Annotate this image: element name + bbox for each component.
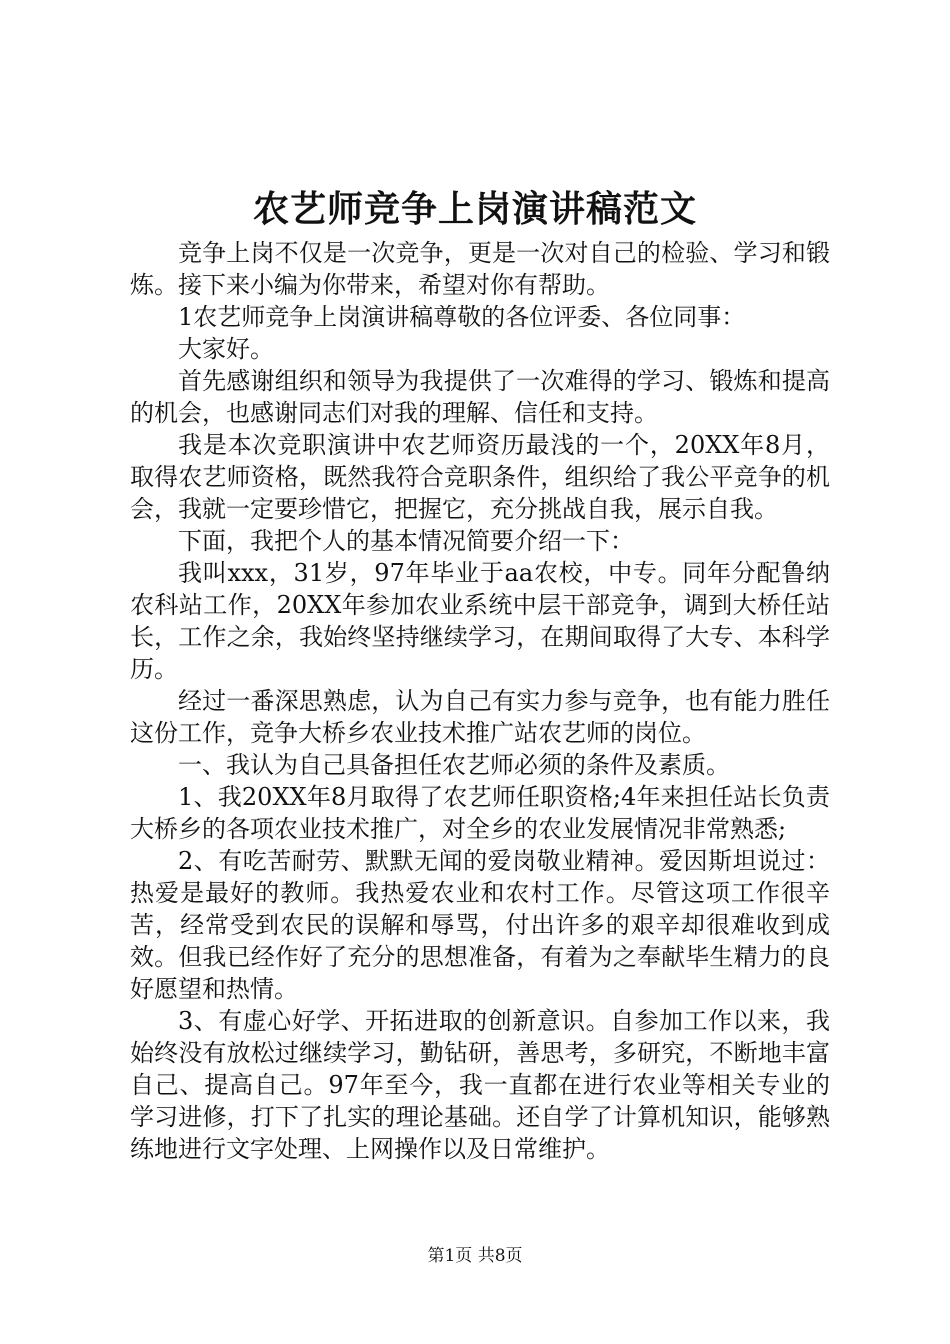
paragraph-intro: 竞争上岗不仅是一次竞争，更是一次对自己的检验、学习和锻炼。接下来小编为你带来，希望对你有帮助。 bbox=[130, 239, 830, 299]
paragraph-heading-1: 1农艺师竞争上岗演讲稿尊敬的各位评委、各位同事： bbox=[178, 303, 746, 331]
paragraph-greeting: 大家好。 bbox=[178, 335, 274, 363]
paragraph-point-2: 2、有吃苦耐劳、默默无闻的爱岗敬业精神。爱因斯坦说过：热爱是最好的教师。我热爱农业和农村工作。尽管这项工作很辛苦，经常受到农民的误解和辱骂，付出许多的艰辛却很难收到成效。但我已经作好了充分的思想准备，有着为之奉献毕生精力的良好愿望和热情。 bbox=[130, 847, 830, 1003]
paragraph-intro-self: 下面，我把个人的基本情况简要介绍一下： bbox=[178, 527, 634, 555]
paragraph-qualification: 我是本次竞职演讲中农艺师资历最浅的一个，20XX年8月，取得农艺师资格，既然我符合竞职条件，组织给了我公平竞争的机会，我就一定要珍惜它，把握它，充分挑战自我，展示自我。 bbox=[130, 431, 830, 523]
page-number-footer: 第1页 共8页 bbox=[427, 1246, 523, 1266]
paragraph-section-1: 一、我认为自己具备担任农艺师必须的条件及素质。 bbox=[178, 751, 730, 779]
paragraph-point-3: 3、有虚心好学、开拓进取的创新意识。自参加工作以来，我始终没有放松过继续学习，勤钻研，善思考，多研究，不断地丰富自己、提高自己。97年至今，我一直都在进行农业等相关专业的学习进修，打下了扎实的理论基础。还自学了计算机知识，能够熟练地进行文字处理、上网操作以及日常维护。 bbox=[130, 1007, 830, 1163]
document-body bbox=[130, 237, 830, 1165]
paragraph-point-1: 1、我20XX年8月取得了农艺师任职资格;4年来担任站长负责大桥乡的各项农业技术推广，对全乡的农业发展情况非常熟悉; bbox=[130, 783, 830, 843]
paragraph-thanks: 首先感谢组织和领导为我提供了一次难得的学习、锻炼和提高的机会，也感谢同志们对我的理解、信任和支持。 bbox=[130, 367, 830, 427]
paragraph-background: 我叫xxx，31岁，97年毕业于aa农校，中专。同年分配鲁纳农科站工作，20XX年参加农业系统中层干部竞争，调到大桥任站长，工作之余，我始终坚持继续学习，在期间取得了大专、本科学历。 bbox=[130, 559, 830, 683]
document-title: 农艺师竞争上岗演讲稿范文 bbox=[252, 188, 697, 230]
paragraph-decision: 经过一番深思熟虑，认为自己有实力参与竞争，也有能力胜任这份工作，竞争大桥乡农业技术推广站农艺师的岗位。 bbox=[130, 687, 830, 747]
